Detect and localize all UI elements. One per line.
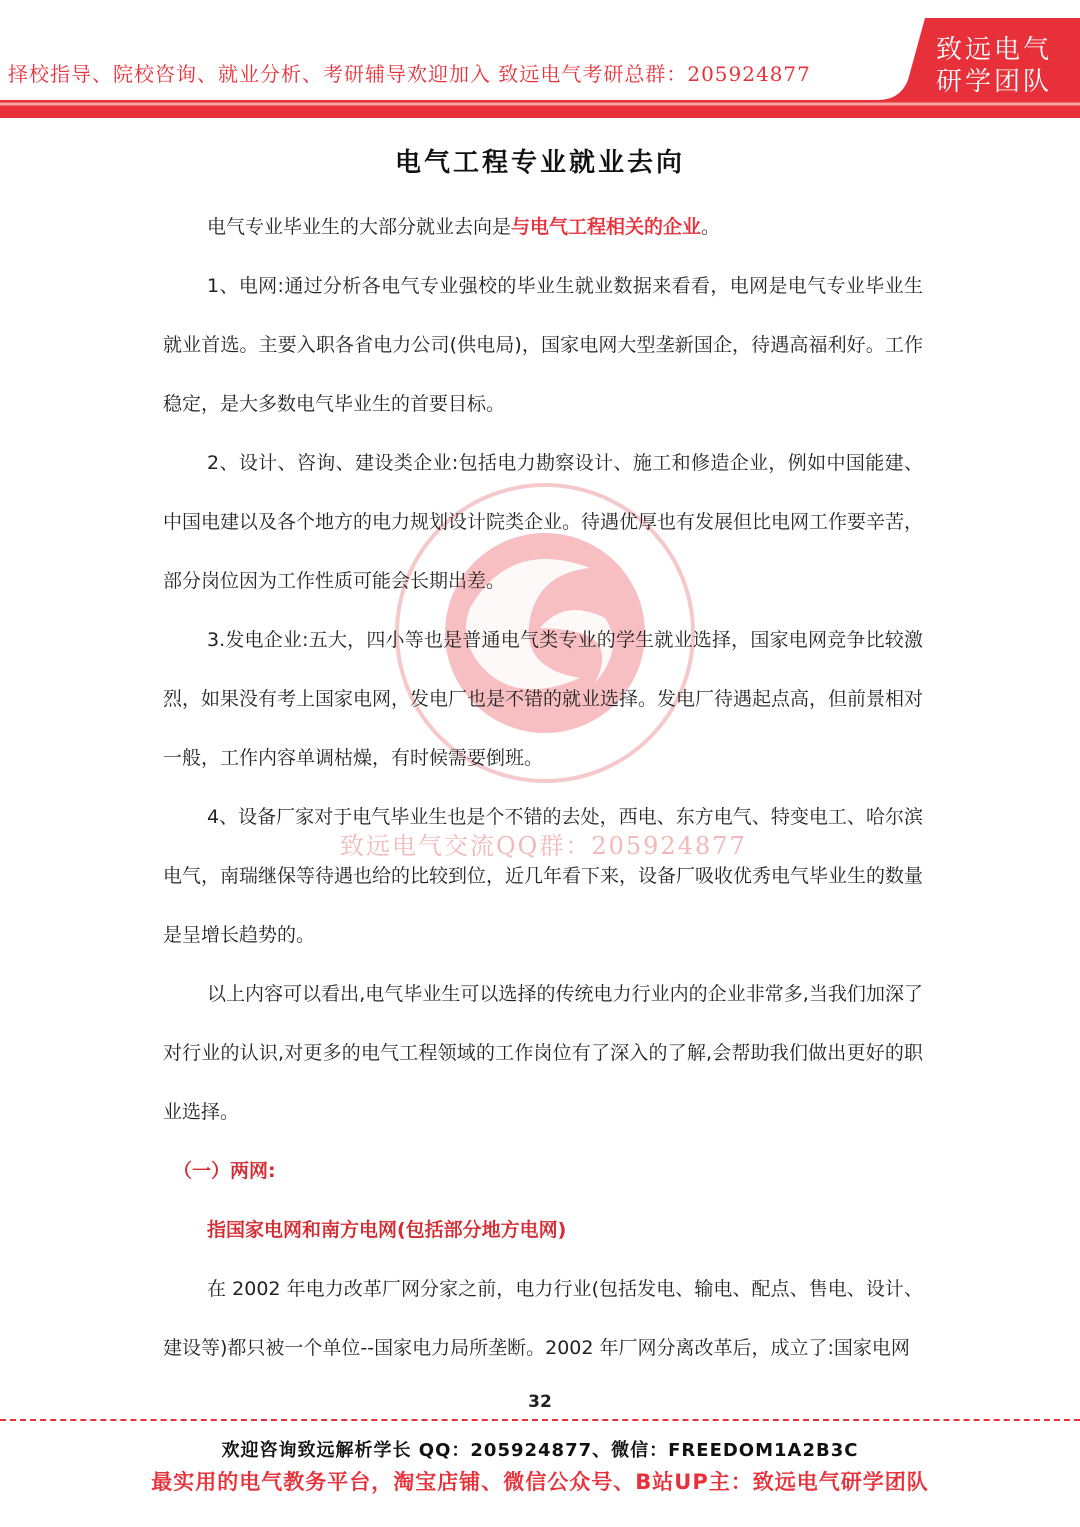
page-title: 电气工程专业就业去向 xyxy=(394,148,685,178)
intro-paragraph xyxy=(163,198,923,257)
intro-highlight: 与电气工程相关的企业 xyxy=(511,216,702,238)
header-team-line2: 研学团队 xyxy=(936,67,1053,97)
footer-contact: 欢迎咨询致远解析学长 QQ：205924877、微信：FREEDOM1A2B3C xyxy=(221,1440,859,1461)
section-subtitle: 指国家电网和南方电网(包括部分地方电网) xyxy=(207,1219,567,1241)
section-title: （一）两网: xyxy=(173,1160,276,1182)
paragraph-summary: 以上内容可以看出,电气毕业生可以选择的传统电力行业内的企业非常多,当我们加深了对行业的认识,对更多的电气工程领域的工作岗位有了深入的了解,会帮助我们做出更好的职业选择。 xyxy=(163,983,923,1123)
intro-end: 。 xyxy=(701,216,721,238)
paragraph-power-generation: 3.发电企业:五大，四小等也是普通电气类专业的学生就业选择，国家电网竞争比较激烈，如果没有考上国家电网，发电厂也是不错的就业选择。发电厂待遇起点高，但前景相对一般，工作内容单调枯燥，有时候需要倒班。 xyxy=(163,629,924,769)
header-team-line1: 致远电气 xyxy=(936,35,1053,65)
footer-platform: 最实用的电气教务平台，淘宝店铺、微信公众号、B站UP主：致远电气研学团队 xyxy=(151,1470,929,1494)
watermark-qq-text: 致远电气交流QQ群：205924877 xyxy=(340,832,747,860)
paragraph-history: 在 2002 年电力改革厂网分家之前，电力行业(包括发电、输电、配点、售电、设计、建设等)都只被一个单位--国家电力局所垄断。2002 年厂网分离改革后，成立了:国家电网 xyxy=(163,1278,923,1359)
paragraph-grid: 1、电网:通过分析各电气专业强校的毕业生就业数据来看看，电网是电气专业毕业生就业首选。主要入职各省电力公司(供电局)，国家电网大型垄新国企，待遇高福利好。工作稳定，是大多数电气毕业生的首要目标。 xyxy=(163,275,923,415)
header-slogan: 择校指导、院校咨询、就业分析、考研辅导欢迎加入 致远电气考研总群：205924877 xyxy=(8,62,811,86)
header-team-name xyxy=(936,34,1066,98)
page-number: 32 xyxy=(528,1392,552,1412)
paragraph-design: 2、设计、咨询、建设类企业:包括电力勘察设计、施工和修造企业，例如中国能建、中国电建以及各个地方的电力规划设计院类企业。待遇优厚也有发展但比电网工作要辛苦，部分岗位因为工作性质可能会长期出差。 xyxy=(163,452,924,592)
intro-text: 电气专业毕业生的大部分就业去向是 xyxy=(207,216,512,238)
paragraph-equipment: 4、设备厂家对于电气毕业生也是个不错的去处，西电、东方电气、特变电工、哈尔滨电气，南瑞继保等待遇也给的比较到位，近几年看下来，设备厂吸收优秀电气毕业生的数量是呈增长趋势的。 xyxy=(163,806,924,946)
footer-divider xyxy=(0,1419,1080,1421)
document-body xyxy=(163,198,923,1378)
